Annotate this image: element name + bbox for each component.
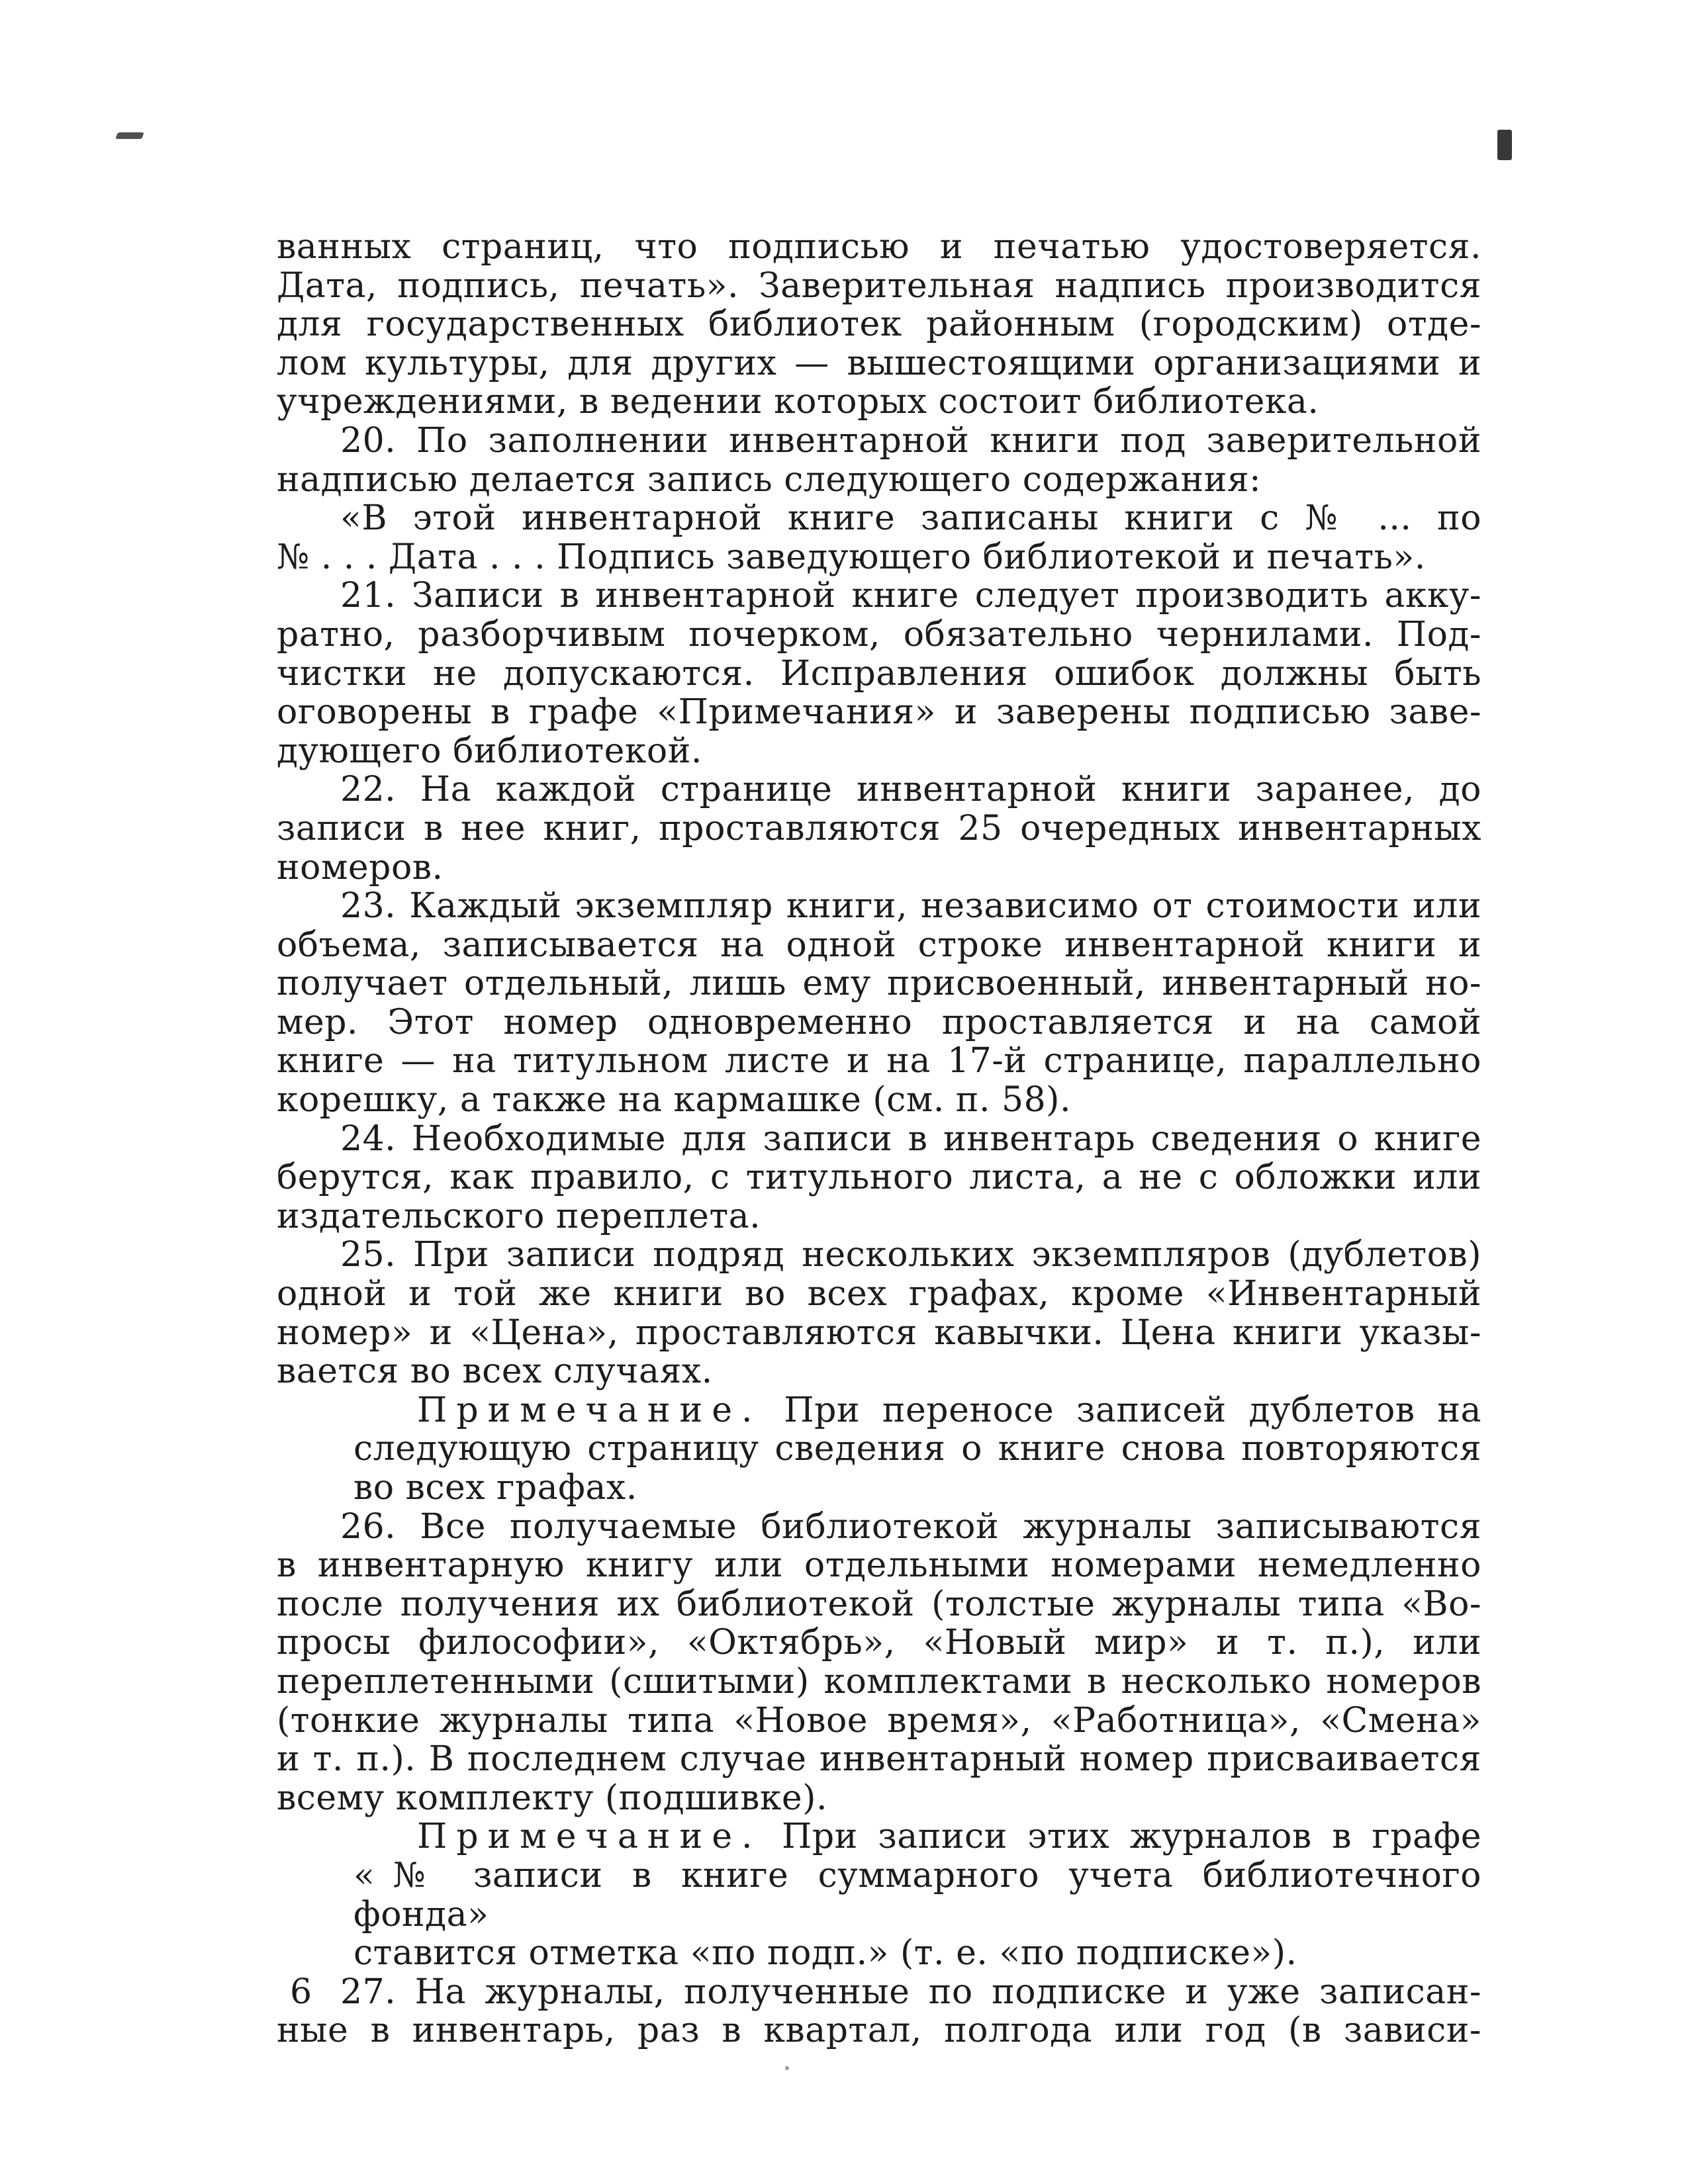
text-line: 27. На журналы, полученные по подписке и уже записан- — [340, 1972, 1481, 2012]
text-line: дующего библиотекой. — [277, 731, 702, 771]
text-line: 22. На каждой странице инвентарной книги заранее, до — [340, 770, 1481, 810]
text-line: издательского переплета. — [277, 1196, 761, 1236]
text-line: объема, записывается на одной строке инвентарной книги и — [277, 925, 1481, 965]
text-line: чистки не допускаются. Исправления ошибок должны быть — [277, 653, 1481, 694]
scan-mark-right — [1497, 130, 1512, 160]
scan-speck — [785, 2066, 789, 2070]
text-line: следующую страницу сведения о книге снова повторяются — [353, 1429, 1481, 1469]
text-line: 26. Все получаемые библиотекой журналы записываются — [340, 1506, 1481, 1547]
text-line: книге — на титульном листе и на 17-й странице, параллельно — [277, 1041, 1481, 1081]
text-line: корешку, а также на кармашке (см. п. 58). — [277, 1080, 1071, 1120]
text-line: 20. По заполнении инвентарной книги под заверительной — [340, 420, 1481, 461]
text-line: надписью делается запись следующего содержания: — [277, 459, 1262, 500]
text-line: 25. При записи подряд нескольких экземпляров (дублетов) — [340, 1235, 1481, 1275]
text-line: ратно, разборчивым почерком, обязательно чернилами. Под- — [277, 614, 1481, 655]
text-line: всему комплекту (подшивке). — [277, 1778, 827, 1818]
text-line: учреждениями, в ведении которых состоит библиотека. — [277, 382, 1319, 422]
text-line: 24. Необходимые для записи в инвентарь сведения о книге — [340, 1118, 1481, 1159]
note-text: При записи этих журналов в графе — [761, 1817, 1481, 1857]
note-text: При переносе записей дублетов на — [761, 1390, 1481, 1430]
text-line: лом культуры, для других — вышестоящими организациями и — [277, 343, 1481, 383]
text-line: в инвентарную книгу или отдельными номерами немедленно — [277, 1545, 1481, 1586]
text-line: просы философии», «Октябрь», «Новый мир» и т. п.), или — [277, 1623, 1481, 1663]
text-line: «№ записи в книге суммарного учета библиотечного фонда» — [353, 1855, 1481, 1934]
text-line: номеров. — [277, 847, 444, 887]
text-line: после получения их библиотекой (толстые журналы типа «Во- — [277, 1584, 1481, 1624]
text-line: переплетенными (сшитыми) комплектами в несколько номеров — [277, 1661, 1481, 1702]
text-line: вается во всех случаях. — [277, 1351, 713, 1392]
text-line: одной и той же книги во всех графах, кроме «Инвентарный — [277, 1274, 1481, 1314]
text-line: во всех графах. — [353, 1468, 637, 1508]
text-line: (тонкие журналы типа «Новое время», «Работница», «Смена» — [277, 1700, 1481, 1741]
text-line: номер» и «Цена», проставляются кавычки. Цена книги указы- — [277, 1312, 1481, 1353]
note-label: Примечание. — [417, 1817, 762, 1857]
note-line — [353, 1391, 1481, 1430]
text-line: ные в инвентарь, раз в квартал, полгода или год (в зависи- — [277, 2011, 1481, 2051]
text-line: оговорены в графе «Примечания» и заверены подписью заве- — [277, 692, 1481, 733]
text-line: получает отдельный, лишь ему присвоенный, инвентарный но- — [277, 964, 1481, 1004]
text-line: № . . . Дата . . . Подпись заведующего библиотекой и печать». — [277, 537, 1426, 577]
text-line: записи в нее книг, проставляются 25 очередных инвентарных — [277, 808, 1481, 848]
text-line: 23. Каждый экземпляр книги, независимо от стоимости или — [340, 886, 1481, 927]
page-number: 6 — [290, 1972, 312, 2012]
text-line: ставится отметка «по подп.» (т. е. «по подписке»). — [353, 1933, 1297, 1974]
text-line: и т. п.). В последнем случае инвентарный номер присваивается — [277, 1739, 1481, 1780]
text-line: ванных страниц, что подписью и печатью удостоверяется. — [277, 227, 1481, 267]
note-label: Примечание. — [417, 1390, 762, 1430]
text-line: берутся, как правило, с титульного листа, а не с обложки или — [277, 1158, 1481, 1198]
body-text — [277, 228, 1481, 2050]
text-line: для государственных библиотек районным (городским) отде- — [277, 304, 1481, 345]
text-line: «В этой инвентарной книге записаны книги с № ... по — [340, 498, 1481, 539]
scan-mark-left — [115, 132, 144, 139]
note-line — [353, 1817, 1481, 1856]
text-line: 21. Записи в инвентарной книге следует производить акку- — [340, 576, 1481, 616]
text-line: мер. Этот номер одновременно проставляется и на самой — [277, 1002, 1481, 1042]
text-line: Дата, подпись, печать». Заверительная надпись производится — [277, 265, 1481, 306]
